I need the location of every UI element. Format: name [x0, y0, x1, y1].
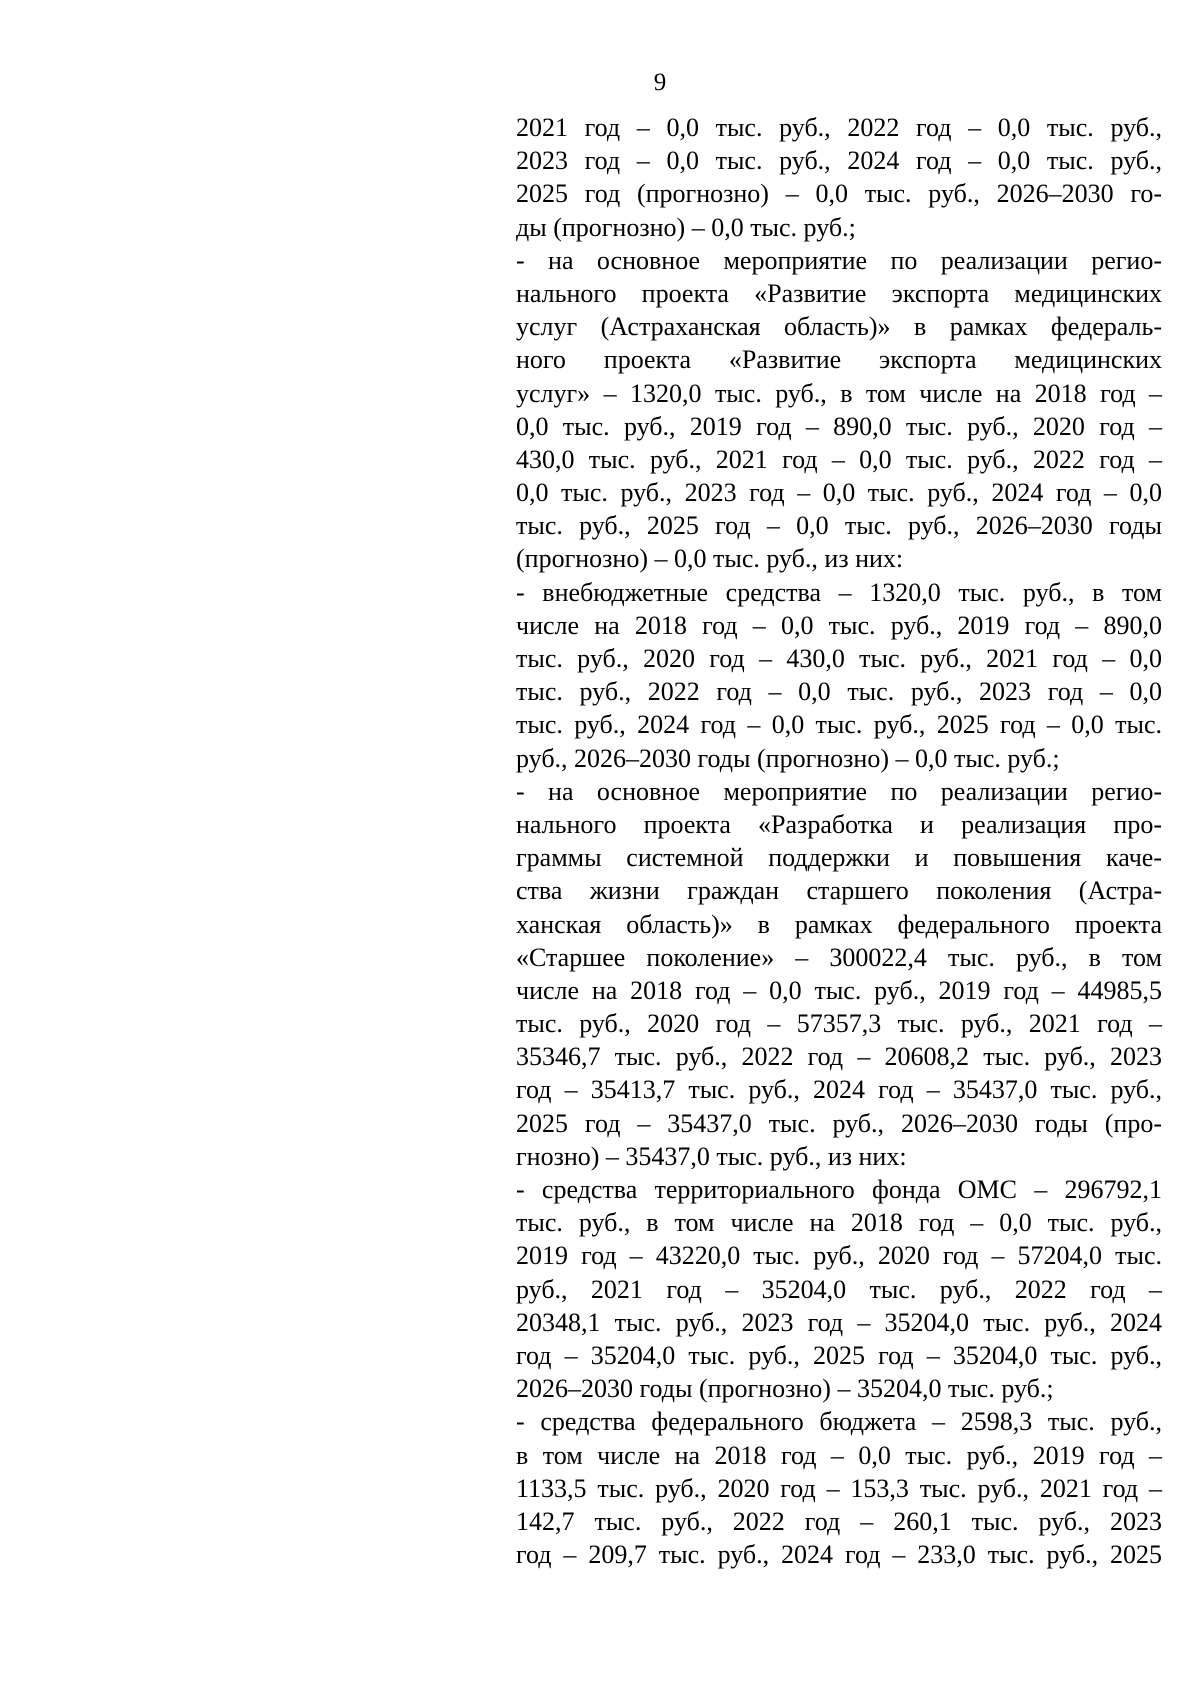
text-line: 2025 год – 35437,0 тыс. руб., 2026–2030 годы (про- — [516, 1108, 1162, 1138]
text-line: год – 35204,0 тыс. руб., 2025 год – 35204,0 тыс. руб., — [516, 1340, 1162, 1370]
text-line: тыс. руб., 2020 год – 430,0 тыс. руб., 2021 год – 0,0 — [516, 644, 1162, 673]
text-line: 2026–2030 годы (прогнозно) – 35204,0 тыс. руб.; — [516, 1374, 1054, 1404]
text-line: услуг (Астраханская область)» в рамках федераль- — [516, 312, 1162, 342]
text-line: в том числе на 2018 год – 0,0 тыс. руб., 2019 год – — [516, 1440, 1162, 1470]
text-line: тыс. руб., 2020 год – 57357,3 тыс. руб., 2021 год – — [516, 1009, 1162, 1039]
text-line: 20348,1 тыс. руб., 2023 год – 35204,0 тыс. руб., 2024 — [516, 1307, 1162, 1337]
text-line: 430,0 тыс. руб., 2021 год – 0,0 тыс. руб., 2022 год – — [516, 444, 1162, 474]
text-line: «Старшее поколение» – 300022,4 тыс. руб., в том — [516, 942, 1162, 972]
text-line: граммы системной поддержки и повышения каче- — [516, 843, 1162, 873]
text-line: тыс. руб., 2024 год – 0,0 тыс. руб., 2025 год – 0,0 тыс. — [516, 710, 1162, 740]
text-line: 2025 год (прогнозно) – 0,0 тыс. руб., 2026–2030 го- — [516, 179, 1162, 209]
document-body — [516, 111, 1162, 1571]
text-line: - на основное мероприятие по реализации регио- — [516, 776, 1162, 806]
text-line: - средства территориального фонда ОМС – 296792,1 — [516, 1175, 1162, 1204]
text-line: - средства федерального бюджета – 2598,3 тыс. руб., — [516, 1407, 1162, 1437]
text-line: гнозно) – 35437,0 тыс. руб., из них: — [516, 1141, 907, 1171]
text-line: ханская область)» в рамках федерального проекта — [516, 909, 1162, 939]
page-number: 9 — [653, 69, 667, 96]
text-line: ды (прогнозно) – 0,0 тыс. руб.; — [516, 212, 856, 242]
text-line: 0,0 тыс. руб., 2019 год – 890,0 тыс. руб., 2020 год – — [516, 411, 1162, 441]
text-line: (прогнозно) – 0,0 тыс. руб., из них: — [516, 544, 904, 574]
text-line: руб., 2026–2030 годы (прогнозно) – 0,0 тыс. руб.; — [516, 743, 1060, 773]
text-line: тыс. руб., 2022 год – 0,0 тыс. руб., 2023 год – 0,0 — [516, 677, 1162, 707]
text-line: нального проекта «Разработка и реализация про- — [516, 809, 1162, 839]
text-line: 2023 год – 0,0 тыс. руб., 2024 год – 0,0 тыс. руб., — [516, 146, 1162, 176]
text-line: 35346,7 тыс. руб., 2022 год – 20608,2 тыс. руб., 2023 — [516, 1042, 1162, 1072]
text-line: 0,0 тыс. руб., 2023 год – 0,0 тыс. руб., 2024 год – 0,0 — [516, 478, 1162, 508]
text-line: 142,7 тыс. руб., 2022 год – 260,1 тыс. руб., 2023 — [516, 1506, 1162, 1536]
text-line: 2021 год – 0,0 тыс. руб., 2022 год – 0,0 тыс. руб., — [516, 113, 1162, 142]
text-line: числе на 2018 год – 0,0 тыс. руб., 2019 год – 44985,5 — [516, 975, 1162, 1005]
text-line: услуг» – 1320,0 тыс. руб., в том числе на 2018 год – — [516, 378, 1162, 408]
text-line: 2019 год – 43220,0 тыс. руб., 2020 год – 57204,0 тыс. — [516, 1241, 1162, 1271]
text-line: год – 35413,7 тыс. руб., 2024 год – 35437,0 тыс. руб., — [516, 1075, 1162, 1105]
text-line: нального проекта «Развитие экспорта медицинских — [516, 278, 1162, 308]
text-line: числе на 2018 год – 0,0 тыс. руб., 2019 год – 890,0 — [516, 610, 1162, 640]
text-line: ства жизни граждан старшего поколения (Астра- — [516, 876, 1162, 906]
text-line: 1133,5 тыс. руб., 2020 год – 153,3 тыс. руб., 2021 год – — [516, 1473, 1162, 1503]
text-line: руб., 2021 год – 35204,0 тыс. руб., 2022 год – — [516, 1274, 1162, 1304]
text-line: - на основное мероприятие по реализации регио- — [516, 245, 1162, 275]
text-line: ного проекта «Развитие экспорта медицинских — [516, 345, 1162, 375]
text-line: год – 209,7 тыс. руб., 2024 год – 233,0 тыс. руб., 2025 — [516, 1540, 1162, 1570]
text-line: тыс. руб., в том числе на 2018 год – 0,0 тыс. руб., — [516, 1208, 1162, 1238]
text-line: - внебюджетные средства – 1320,0 тыс. руб., в том — [516, 577, 1162, 607]
text-line: тыс. руб., 2025 год – 0,0 тыс. руб., 2026–2030 годы — [516, 511, 1162, 541]
